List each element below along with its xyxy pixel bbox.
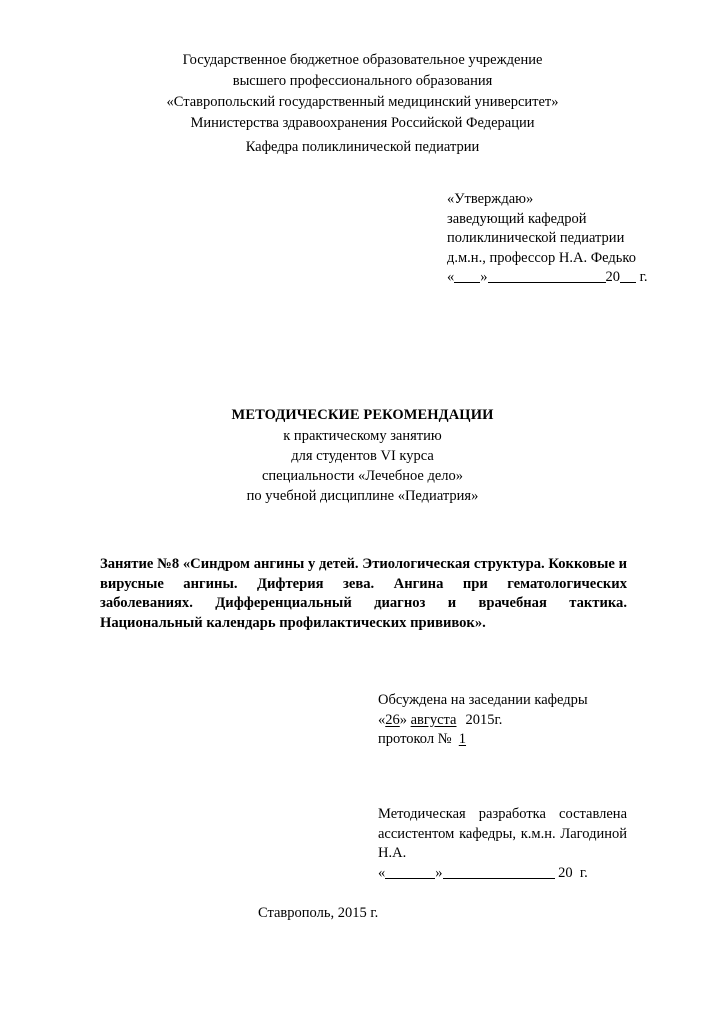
institution-line-1: Государственное бюджетное образовательное учреждение	[182, 52, 543, 68]
institution-line-4: Министерства здравоохранения Российской Федерации	[190, 115, 535, 131]
title-block	[100, 405, 625, 506]
discussed-quote-close: »	[399, 711, 407, 728]
institution-line-2: высшего профессионального образования	[232, 73, 493, 89]
approval-label: «Утверждаю»	[447, 191, 534, 207]
approval-month-blank	[488, 269, 606, 283]
approval-date-line	[447, 268, 667, 288]
institution-header	[100, 50, 625, 134]
discussed-year: 2015г.	[465, 711, 503, 728]
discussed-day: 26	[385, 711, 400, 728]
author-block	[378, 805, 627, 883]
title-sub-line-1: к практическому занятию	[283, 428, 442, 444]
approval-day-blank	[454, 269, 480, 283]
title-sub-line-3: специальности «Лечебное дело»	[261, 468, 464, 484]
author-year-prefix: 20	[558, 864, 573, 881]
discussed-month: августа	[410, 711, 457, 728]
discussed-date-line	[378, 711, 628, 731]
discussed-block	[378, 691, 628, 750]
topic-paragraph: Занятие №8 «Синдром ангины у детей. Этиологическая структура. Кокковые и вирусные ангины. Дифтерия зева. Ангина при гематологических заболеваниях. Дифференциальный диагноз и врачебная тактика. Национальный календарь профилактических прививок».	[100, 556, 627, 631]
approval-year-suffix: г.	[639, 269, 648, 285]
department-line: Кафедра поликлинической педиатрии	[245, 139, 480, 155]
author-quote-close: »	[435, 864, 443, 881]
approval-year-prefix: 20	[605, 269, 620, 285]
approval-block	[447, 190, 667, 288]
discussed-quote-open: «	[378, 711, 386, 728]
author-day-blank	[385, 865, 435, 879]
author-quote-open: «	[378, 864, 386, 881]
discussed-heading: Обсуждена на заседании кафедры	[378, 692, 588, 708]
approval-year-blank	[620, 269, 636, 283]
title-sub-line-4: по учебной дисциплине «Педиатрия»	[246, 488, 479, 504]
approval-quote-open: «	[447, 269, 455, 285]
author-date-line	[378, 864, 627, 884]
institution-line-3: «Ставропольский государственный медицинский университет»	[166, 94, 559, 110]
title-sub-line-2: для студентов VI курса	[291, 448, 434, 464]
approval-position-line-2: поликлинической педиатрии	[447, 230, 625, 246]
protocol-label: протокол №	[378, 731, 452, 747]
author-month-blank	[443, 865, 555, 879]
approval-quote-close: »	[480, 269, 488, 285]
approval-position-line-1: заведующий кафедрой	[447, 210, 587, 227]
approval-person: д.м.н., профессор Н.А. Федько	[447, 249, 636, 266]
author-year-suffix: г.	[579, 864, 588, 881]
author-text: Методическая разработка составлена ассистентом кафедры, к.м.н. Лагодиной Н.А.	[378, 806, 627, 861]
protocol-number: 1	[458, 731, 467, 747]
main-title: МЕТОДИЧЕСКИЕ РЕКОМЕНДАЦИИ	[231, 407, 494, 423]
footer-place-year: Ставрополь, 2015 г.	[258, 905, 379, 921]
protocol-line	[378, 730, 628, 750]
